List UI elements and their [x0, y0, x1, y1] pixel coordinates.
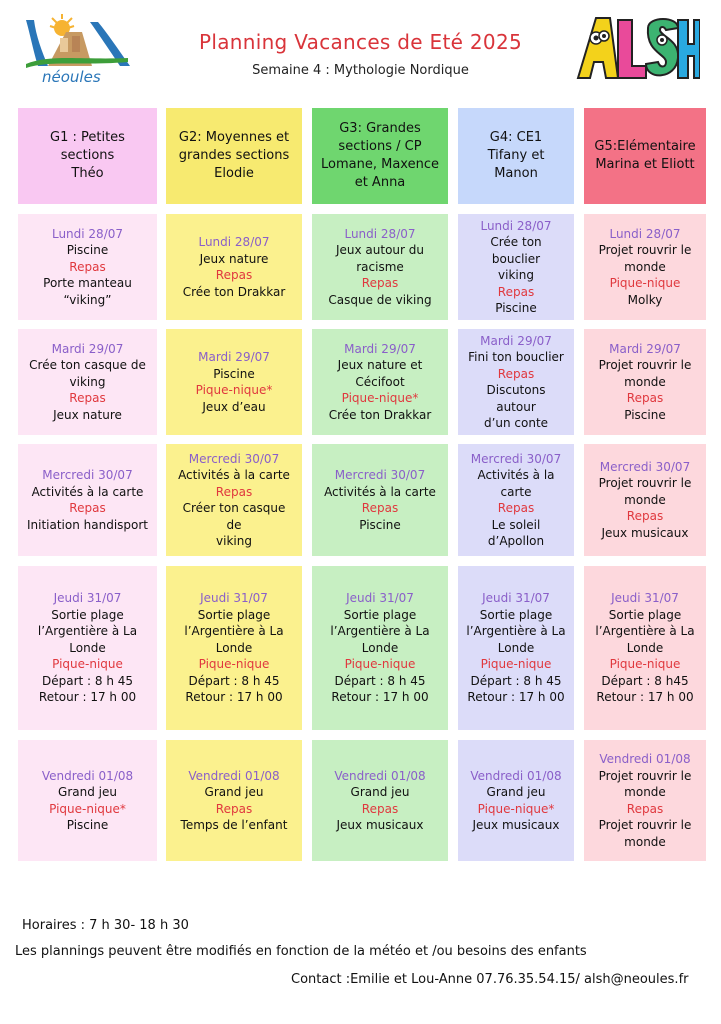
group-header-line: Marina et Eliott — [595, 157, 695, 172]
activity-label: Jeux nature — [199, 251, 269, 266]
meal-label: Pique-nique — [480, 657, 552, 672]
schedule-cell — [166, 566, 302, 730]
meal-label: Repas — [69, 501, 106, 515]
activity-label: Le soleil — [491, 517, 541, 532]
activity-label: Départ : 8 h 45 — [470, 673, 562, 688]
schedule-cell — [166, 214, 302, 320]
schedule-cell — [166, 740, 302, 861]
group-header-line: Théo — [71, 166, 104, 181]
contact-info: Contact :Emilie et Lou-Anne 07.76.35.54.15/ alsh@neoules.fr — [291, 972, 689, 987]
activity-label: l’Argentière à La — [466, 624, 566, 639]
activity-label: Sortie plage — [343, 607, 417, 622]
day-label: Mercredi 30/07 — [599, 459, 691, 474]
meal-label: Pique-nique — [198, 657, 270, 672]
schedule-cell — [458, 740, 574, 861]
schedule-cell — [584, 740, 706, 861]
schedule-cell — [312, 214, 448, 320]
activity-label: Fini ton bouclier — [468, 350, 564, 364]
activity-label: Grand jeu — [486, 785, 546, 799]
activity-label: Piscine — [213, 366, 255, 381]
schedule-cell — [312, 566, 448, 730]
schedule-cell — [584, 329, 706, 435]
schedule-cell — [312, 329, 448, 435]
activity-label: Retour : 17 h 00 — [467, 690, 565, 705]
schedule-cell — [18, 214, 157, 320]
day-label: Jeudi 31/07 — [611, 591, 679, 606]
schedule-cell — [312, 740, 448, 861]
activity-label: Projet rouvrir le — [598, 358, 692, 373]
activity-label: Projet rouvrir le — [598, 243, 692, 258]
schedule-cell — [312, 444, 448, 556]
activity-label: Jeux musicaux — [472, 818, 560, 832]
meal-label: Pique-nique* — [49, 801, 126, 816]
day-label: Mardi 29/07 — [198, 350, 270, 364]
activity-label: Grand jeu — [204, 785, 264, 799]
day-label: Lundi 28/07 — [344, 226, 416, 241]
group-header-line: G2: Moyennes et — [178, 130, 290, 145]
meal-label: Pique-nique — [344, 657, 416, 672]
schedule-cell — [584, 566, 706, 730]
activity-label: Départ : 8 h 45 — [188, 673, 280, 688]
group-header-cell — [312, 108, 448, 204]
schedule-cell — [458, 329, 574, 435]
day-label: Mardi 29/07 — [344, 341, 416, 356]
group-header-line: G4: CE1 — [489, 130, 543, 145]
activity-label: Crée ton Drakkar — [328, 407, 432, 422]
activity-label: monde — [624, 834, 666, 849]
activity-label: l’Argentière à La — [595, 624, 695, 639]
activity-label: Activités à la — [477, 468, 555, 482]
activity-label: d’Apollon — [487, 534, 545, 548]
activity-label: Retour : 17 h 00 — [38, 690, 137, 705]
activity-label: Départ : 8 h45 — [601, 673, 689, 688]
activity-label: Jeux d’eau — [202, 399, 266, 414]
day-label: Mercredi 30/07 — [470, 451, 562, 466]
day-label: Vendredi 01/08 — [470, 768, 562, 783]
meal-label: Repas — [497, 501, 535, 515]
meal-label: Pique-nique* — [341, 391, 419, 406]
activity-label: Jeux nature et — [337, 358, 423, 373]
day-label: Jeudi 31/07 — [346, 591, 414, 606]
weather-note: Les plannings peuvent être modifiés en fonction de la météo et /ou besoins des enfants — [15, 944, 587, 959]
group-header-line: Lomane, Maxence — [321, 157, 439, 172]
meal-label: Repas — [626, 509, 664, 524]
activity-label: Activités à la carte — [31, 484, 144, 499]
day-label: Mercredi 30/07 — [188, 451, 280, 466]
activity-label: Londe — [361, 640, 399, 655]
meal-label: Repas — [361, 801, 399, 816]
activity-label: Retour : 17 h 00 — [596, 690, 694, 705]
opening-hours: Horaires : 7 h 30- 18 h 30 — [22, 918, 189, 933]
day-label: Lundi 28/07 — [480, 218, 552, 233]
activity-label: Londe — [497, 640, 535, 655]
schedule-cell — [458, 214, 574, 320]
activity-label: Jeux musicaux — [336, 818, 424, 832]
activity-label: Jeux nature — [53, 407, 122, 422]
meal-label: Pique-nique — [52, 657, 123, 672]
activity-label: Sortie plage — [51, 607, 124, 622]
schedule-cell — [458, 566, 574, 730]
schedule-cell — [584, 214, 706, 320]
activity-label: l’Argentière à La — [184, 624, 284, 639]
activity-label: Londe — [215, 640, 253, 655]
page-subtitle: Semaine 4 : Mythologie Nordique — [252, 63, 469, 78]
activity-label: viking — [69, 374, 106, 389]
group-header-line: G5:Elémentaire — [594, 139, 696, 154]
activity-label: Casque de viking — [328, 292, 432, 307]
activity-label: Activités à la carte — [324, 484, 436, 499]
group-header-cell — [18, 108, 157, 204]
activity-label: Cécifoot — [355, 374, 405, 389]
group-header-line: sections / CP — [338, 139, 422, 154]
schedule-cell — [18, 740, 157, 861]
group-header-line: Tifany et Manon — [487, 148, 545, 181]
day-label: Lundi 28/07 — [609, 226, 681, 241]
activity-label: racisme — [356, 259, 404, 274]
meal-label: Repas — [215, 268, 253, 282]
day-label: Vendredi 01/08 — [41, 768, 134, 783]
activity-label: “viking” — [63, 292, 112, 307]
activity-label: Piscine — [359, 517, 401, 532]
day-label: Mercredi 30/07 — [334, 468, 426, 482]
activity-label: Projet rouvrir le — [598, 818, 692, 832]
group-header-line: G3: Grandes — [339, 121, 421, 136]
activity-label: Porte manteau — [43, 276, 132, 291]
activity-label: monde — [624, 259, 666, 274]
activity-label: Piscine — [624, 407, 666, 422]
day-label: Mardi 29/07 — [609, 341, 681, 356]
meal-label: Repas — [361, 276, 399, 291]
activity-label: d’un conte — [483, 416, 549, 430]
svg-text:néoules: néoules — [42, 68, 101, 86]
schedule-cell — [166, 329, 302, 435]
schedule-cell — [166, 444, 302, 556]
activity-label: Initiation handisport — [26, 517, 149, 532]
activity-label: Londe — [626, 640, 664, 655]
group-header-line: et Anna — [354, 175, 406, 190]
meal-label: Repas — [69, 259, 106, 274]
activity-label: Piscine — [66, 818, 109, 832]
meal-label: Pique-nique* — [195, 383, 273, 397]
group-header-cell — [584, 108, 706, 204]
group-header-cell — [166, 108, 302, 204]
day-label: Vendredi 01/08 — [334, 768, 426, 783]
schedule-cell — [18, 444, 157, 556]
activity-label: Départ : 8 h 45 — [41, 673, 134, 688]
schedule-cell — [458, 444, 574, 556]
activity-label: Londe — [69, 640, 106, 655]
day-label: Mardi 29/07 — [480, 333, 552, 348]
schedule-cell — [18, 329, 157, 435]
meal-label: Repas — [361, 501, 399, 515]
activity-label: Projet rouvrir le — [598, 768, 692, 783]
activity-label: Sortie plage — [479, 607, 553, 622]
schedule-cell — [584, 444, 706, 556]
day-label: Jeudi 31/07 — [482, 591, 550, 606]
activity-label: Projet rouvrir le — [598, 476, 692, 491]
schedule-cell — [18, 566, 157, 730]
activity-label: Temps de l’enfant — [180, 818, 288, 832]
activity-label: Jeux musicaux — [601, 525, 689, 540]
activity-label: Retour : 17 h 00 — [331, 690, 429, 705]
activity-label: Grand jeu — [58, 785, 117, 799]
activity-label: viking — [498, 268, 534, 282]
activity-label: Molky — [627, 292, 663, 307]
group-header-line: G1 : Petites — [50, 130, 125, 145]
meal-label: Repas — [497, 366, 535, 381]
activity-label: Départ : 8 h 45 — [334, 673, 426, 688]
day-label: Jeudi 31/07 — [53, 591, 122, 606]
group-header-cell — [458, 108, 574, 204]
activity-label: Crée ton casque de — [29, 358, 146, 373]
activity-label: Retour : 17 h 00 — [185, 690, 283, 705]
meal-label: Repas — [215, 484, 253, 499]
activity-label: Piscine — [66, 243, 109, 258]
activity-label: monde — [624, 785, 666, 799]
activity-label: l’Argentière à La — [330, 624, 430, 639]
meal-label: Pique-nique* — [477, 801, 555, 816]
activity-label: monde — [624, 492, 666, 507]
meal-label: Pique-nique — [609, 276, 681, 291]
day-label: Vendredi 01/08 — [599, 752, 691, 766]
activity-label: Piscine — [495, 301, 537, 315]
activity-label: carte — [500, 484, 532, 499]
day-label: Lundi 28/07 — [51, 226, 124, 241]
page-title: Planning Vacances de Eté 2025 — [199, 30, 522, 54]
activity-label: Grand jeu — [350, 785, 410, 799]
meal-label: Pique-nique — [609, 657, 681, 672]
meal-label: Repas — [215, 801, 253, 816]
activity-label: Jeux autour du — [335, 243, 425, 258]
activity-label: Discutons autour — [486, 383, 546, 414]
activity-label: viking — [216, 534, 252, 548]
activity-label: Activités à la carte — [178, 468, 290, 482]
activity-label: Sortie plage — [197, 607, 271, 622]
meal-label: Repas — [497, 284, 535, 299]
day-label: Lundi 28/07 — [198, 235, 270, 249]
day-label: Vendredi 01/08 — [188, 768, 280, 783]
activity-label: Crée ton bouclier — [490, 235, 542, 266]
meal-label: Repas — [626, 391, 664, 406]
meal-label: Repas — [69, 391, 106, 406]
group-header-line: grandes sections — [178, 148, 290, 163]
group-header-line: Elodie — [214, 166, 254, 181]
activity-label: Sortie plage — [608, 607, 682, 622]
activity-label: Crée ton Drakkar — [182, 284, 286, 299]
meal-label: Repas — [626, 801, 664, 816]
day-label: Jeudi 31/07 — [200, 591, 268, 606]
activity-label: Créer ton casque de — [182, 501, 286, 532]
activity-label: monde — [624, 374, 666, 389]
day-label: Mercredi 30/07 — [42, 468, 133, 482]
activity-label: l’Argentière à La — [37, 624, 138, 639]
day-label: Mardi 29/07 — [51, 341, 124, 356]
group-header-line: sections — [60, 148, 115, 163]
